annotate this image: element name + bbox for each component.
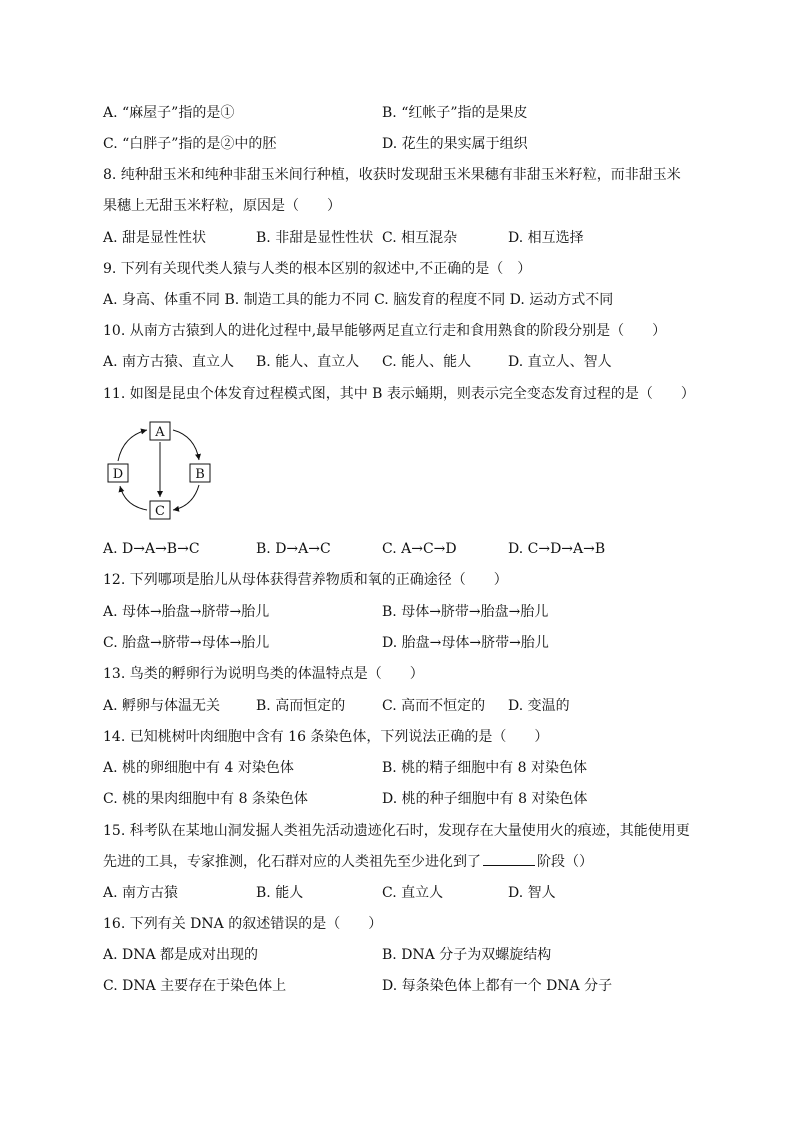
q8-stem-line1: 8. 纯种甜玉米和纯种非甜玉米间行种植，收获时发现甜玉米果穗有非甜玉米籽粒，而非甜玉米 [103, 167, 681, 183]
q11-option-b: B. D→A→C [256, 541, 331, 557]
q8-option-a: A. 甜是显性性状 [103, 230, 207, 246]
q15-stem-line2-post: 阶段（） [537, 854, 593, 870]
q10-stem: 10. 从南方古猿到人的进化过程中,最早能够两足直立行走和食用熟食的阶段分别是（ ） [103, 323, 667, 339]
q15-option-c: C. 直立人 [382, 885, 444, 901]
answer-blank [483, 853, 535, 866]
q11-option-c: C. A→C→D [382, 541, 457, 557]
q14-option-c: C. 桃的果肉细胞中有 8 条染色体 [103, 791, 308, 807]
q12-option-a: A. 母体→胎盘→脐带→胎儿 [103, 604, 270, 620]
q15-stem-line2 [103, 853, 593, 871]
q9-stem: 9. 下列有关现代类人猿与人类的根本区别的叙述中,不正确的是（ ） [103, 261, 532, 277]
q8-option-c: C. 相互混杂 [382, 230, 458, 246]
stage-label-a: A [155, 425, 165, 440]
q11-stem: 11. 如图是昆虫个体发育过程模式图，其中 B 表示蛹期，则表示完全变态发育过程的是（ ） [103, 386, 695, 402]
arrow-a-to-b [173, 430, 199, 460]
q10-option-a: A. 南方古猿、直立人 [103, 354, 235, 370]
q13-stem: 13. 鸟类的孵卵行为说明鸟类的体温特点是（ ） [103, 666, 424, 682]
q12-stem: 12. 下列哪项是胎儿从母体获得营养物质和氧的正确途径（ ） [103, 572, 508, 588]
q7-option-d: D. 花生的果实属于组织 [382, 136, 528, 152]
q10-option-c: C. 能人、能人 [382, 354, 472, 370]
q12-option-b: B. 母体→脐带→胎盘→胎儿 [382, 604, 549, 620]
q14-stem: 14. 已知桃树叶肉细胞中含有 16 条染色体，下列说法正确的是（ ） [103, 729, 549, 745]
q9-options: A. 身高、体重不同 B. 制造工具的能力不同 C. 脑发育的程度不同 D. 运动方式不同 [103, 292, 614, 308]
q13-option-c: C. 高而不恒定的 [382, 698, 486, 714]
q16-option-b: B. DNA 分子为双螺旋结构 [382, 947, 552, 963]
q15-option-b: B. 能人 [256, 885, 304, 901]
q16-option-a: A. DNA 都是成对出现的 [103, 947, 259, 963]
arrow-c-to-d [120, 486, 147, 510]
q13-option-a: A. 孵卵与体温无关 [103, 698, 221, 714]
q14-option-d: D. 桃的种子细胞中有 8 对染色体 [382, 791, 588, 807]
q10-option-b: B. 能人、直立人 [256, 354, 360, 370]
q10-option-d: D. 直立人、智人 [508, 354, 612, 370]
q11-option-d: D. C→D→A→B [508, 541, 606, 557]
q16-stem: 16. 下列有关 DNA 的叙述错误的是（ ） [103, 916, 383, 932]
q8-stem-line2: 果穗上无甜玉米籽粒，原因是（ ） [103, 198, 341, 214]
q16-option-d: D. 每条染色体上都有一个 DNA 分子 [382, 978, 613, 994]
q16-option-c: C. DNA 主要存在于染色体上 [103, 978, 287, 994]
q14-option-a: A. 桃的卵细胞中有 4 对染色体 [103, 760, 294, 776]
q7-option-b: B. “红帐子”指的是果皮 [382, 105, 528, 121]
arrow-d-to-a [118, 430, 147, 461]
q15-option-a: A. 南方古猿 [103, 885, 179, 901]
q7-option-a: A. “麻屋子”指的是① [103, 105, 235, 121]
q15-stem-line2-pre: 先进的工具，专家推测，化石群对应的人类祖先至少进化到了 [103, 854, 481, 870]
q8-option-d: D. 相互选择 [508, 230, 584, 246]
stage-label-c: C [155, 504, 165, 519]
q13-option-b: B. 高而恒定的 [256, 698, 346, 714]
insect-development-diagram [103, 418, 223, 528]
stage-label-b: B [195, 467, 205, 482]
q8-option-b: B. 非甜是显性性状 [256, 230, 374, 246]
q15-stem-line1: 15. 科考队在某地山洞发掘人类祖先活动遗迹化石时，发现存在大量使用火的痕迹，其能使用更 [103, 823, 690, 839]
q15-option-d: D. 智人 [508, 885, 556, 901]
q12-option-d: D. 胎盘→母体→脐带→胎儿 [382, 635, 549, 651]
stage-label-d: D [112, 467, 124, 482]
q7-option-c: C. “白胖子”指的是②中的胚 [103, 136, 277, 152]
q14-option-b: B. 桃的精子细胞中有 8 对染色体 [382, 760, 587, 776]
arrow-b-to-c [173, 485, 199, 510]
q11-option-a: A. D→A→B→C [103, 541, 200, 557]
q13-option-d: D. 变温的 [508, 698, 570, 714]
q12-option-c: C. 胎盘→脐带→母体→胎儿 [103, 635, 270, 651]
